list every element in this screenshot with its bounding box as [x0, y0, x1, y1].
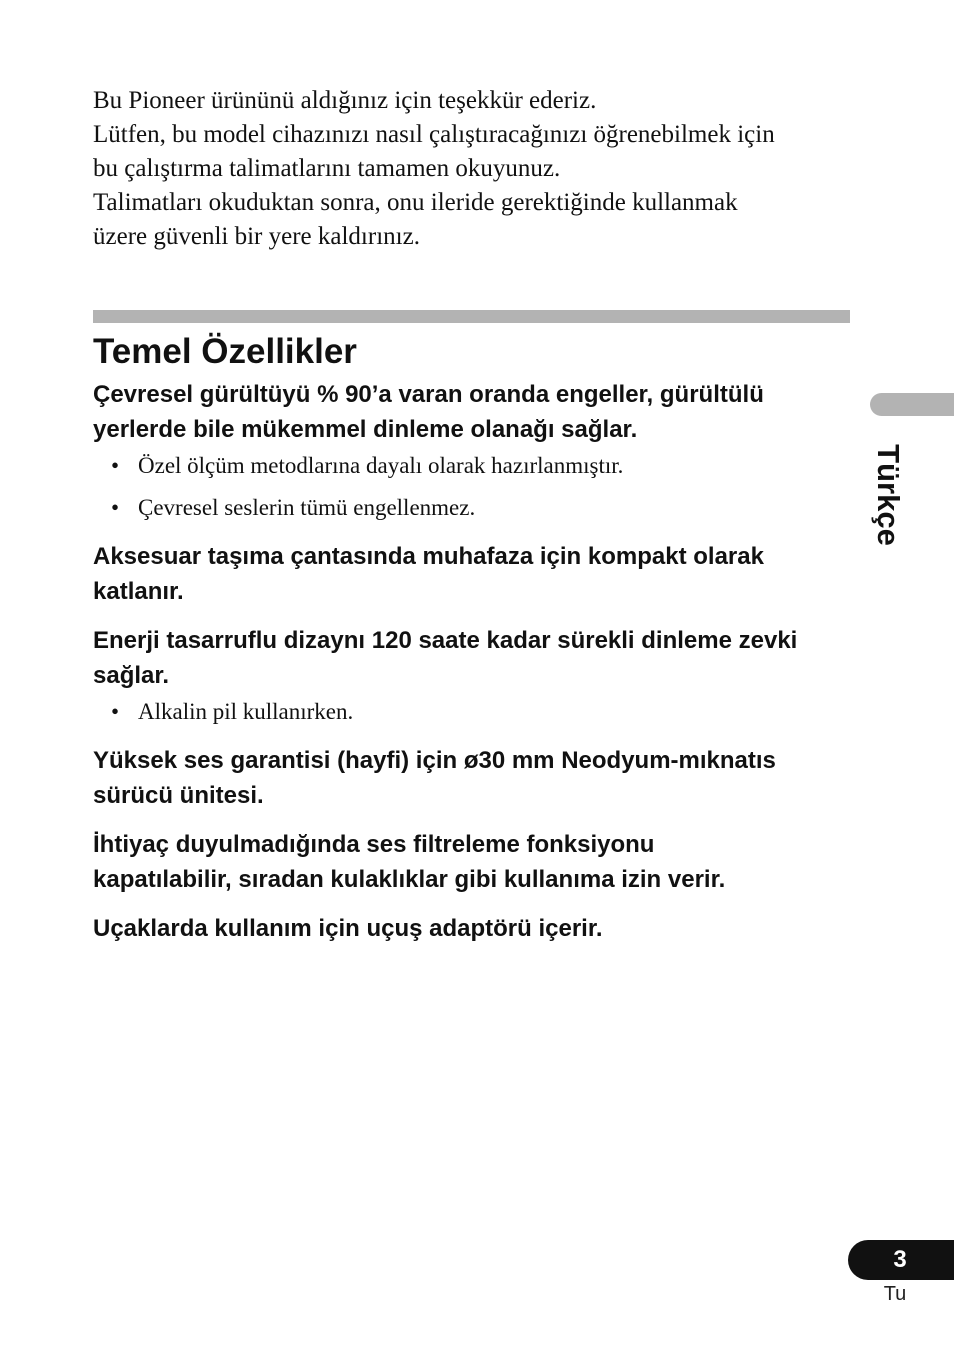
section-divider: [93, 310, 850, 323]
feature-heading: Aksesuar taşıma çantasında muhafaza için kompakt olarak katlanır.: [93, 543, 764, 605]
page-number: 3: [893, 1246, 907, 1273]
bullet-item: • Özel ölçüm metodlarına dayalı olarak hazırlanmıştır.: [111, 453, 624, 478]
bullet-item: • Çevresel seslerin tümü engellenmez.: [111, 495, 476, 520]
page-language-code: Tu: [883, 1283, 907, 1305]
feature-heading: Çevresel gürültüyü % 90’a varan oranda engeller, gürültülü yerlerde bile mükemmel dinleme olanağı sağlar.: [93, 381, 764, 443]
language-tab-marker: [870, 393, 954, 416]
intro-line: Bu Pioneer ürününü aldığınız için teşekkür ederiz.: [93, 87, 597, 114]
bullet-item: • Alkalin pil kullanırken.: [111, 699, 354, 724]
intro-line: Talimatları okuduktan sonra, onu ileride gerektiğinde kullanmak üzere güvenli bir yere kaldırınız.: [93, 189, 738, 250]
feature-heading: İhtiyaç duyulmadığında ses filtreleme fonksiyonu kapatılabilir, sıradan kulaklıklar gibi kullanıma izin verir.: [93, 831, 726, 893]
feature-heading: Yüksek ses garantisi (hayfi) için ø30 mm Neodyum-mıknatıs sürücü ünitesi.: [93, 747, 776, 809]
section-title: Temel Özellikler: [93, 332, 357, 371]
features-list: [93, 377, 853, 946]
intro-line: Lütfen, bu model cihazınızı nasıl çalıştıracağınızı öğrenebilmek için bu çalıştırma talimatlarını tamamen okuyunuz.: [93, 121, 775, 182]
feature-bullets: [93, 451, 853, 523]
language-label: Türkçe: [871, 444, 906, 546]
feature-heading: Uçaklarda kullanım için uçuş adaptörü içerir.: [93, 915, 603, 942]
intro-text: [93, 84, 853, 254]
feature-heading: Enerji tasarruflu dizaynı 120 saate kadar sürekli dinleme zevki sağlar.: [93, 627, 798, 689]
feature-bullets: [93, 697, 853, 727]
